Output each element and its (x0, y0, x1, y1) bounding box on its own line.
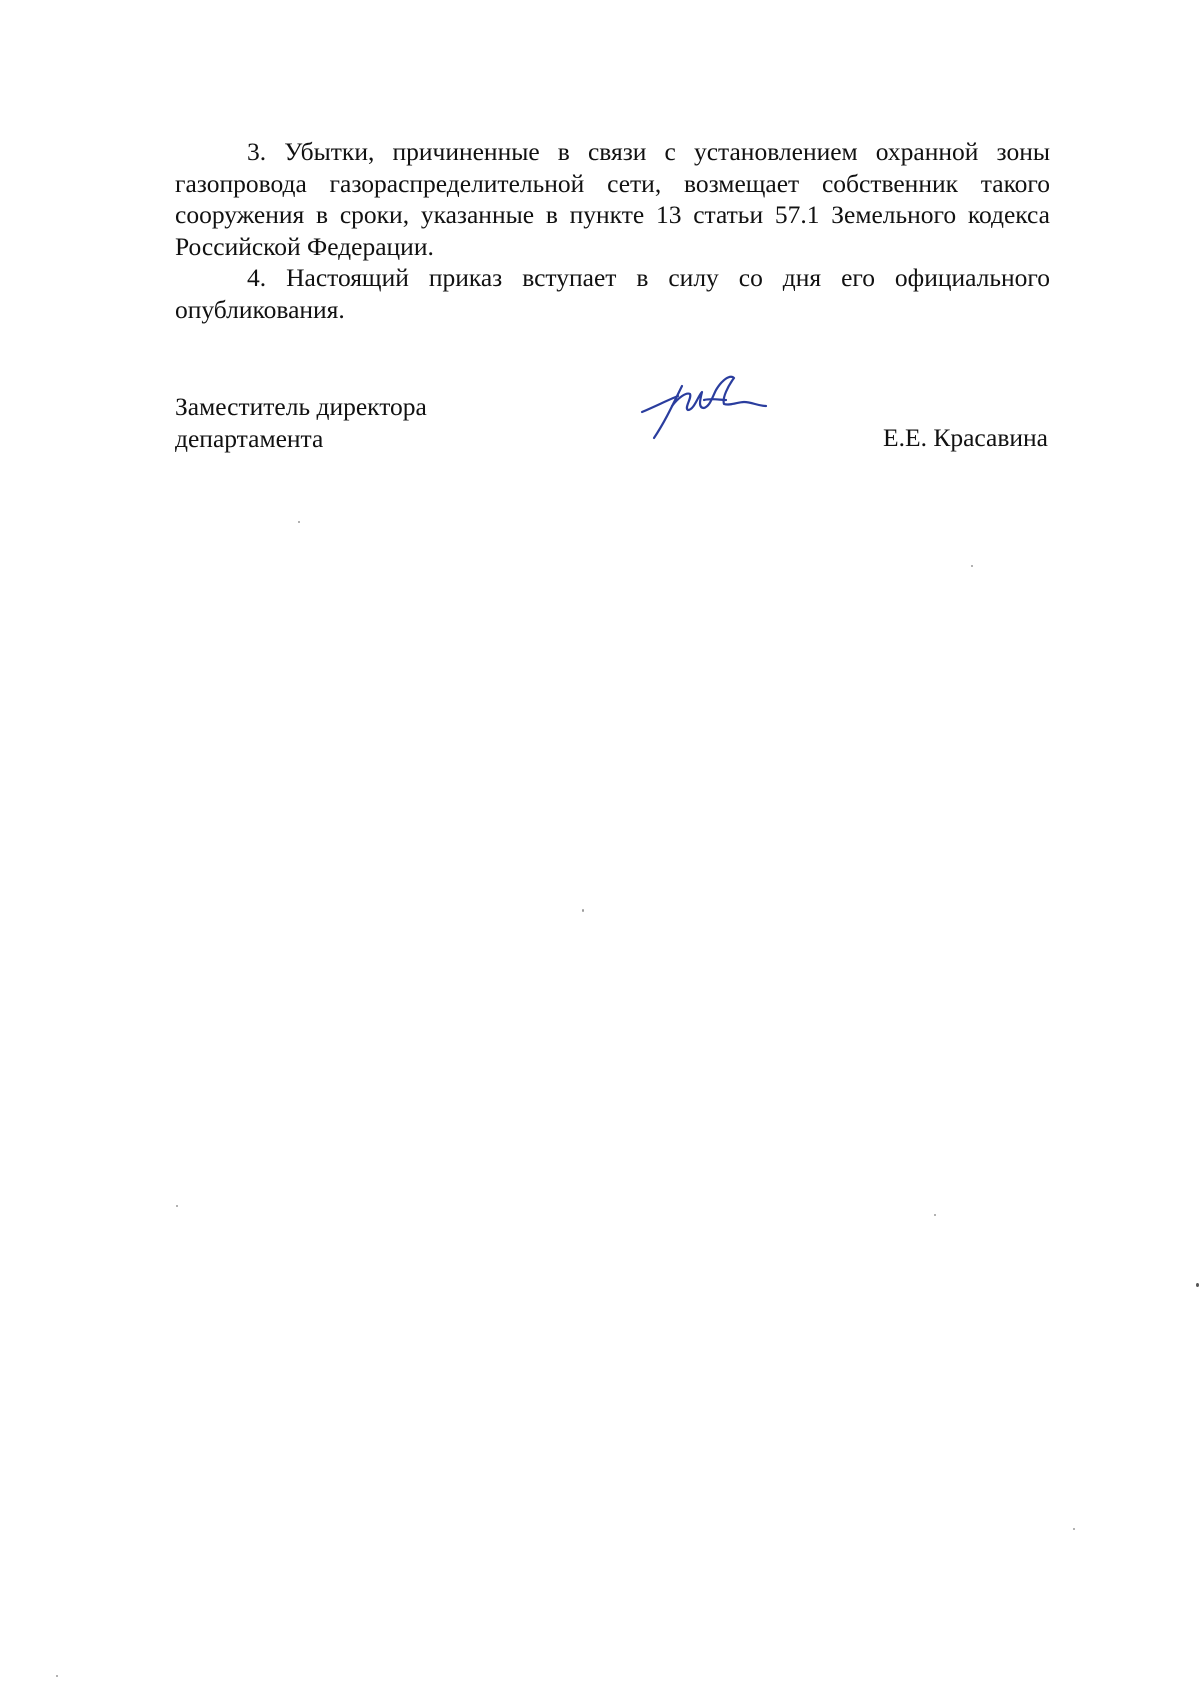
scan-speck (176, 1205, 178, 1207)
scan-speck (934, 1214, 936, 1216)
signatory-name: Е.Е. Красавина (883, 423, 1048, 452)
signatory-title (175, 391, 427, 454)
paragraph-4: 4. Настоящий приказ вступает в силу со дня его официального опубликования. (175, 263, 1050, 324)
signatory-title-line-2: департамента (175, 423, 324, 453)
scan-speck (582, 909, 584, 912)
signature-icon (638, 372, 768, 444)
document-body (175, 136, 1050, 325)
scan-speck (1073, 1528, 1075, 1530)
scan-speck (971, 565, 973, 567)
scan-speck (56, 1675, 58, 1677)
scan-speck (1196, 1283, 1199, 1287)
scan-speck (298, 521, 300, 523)
paragraph-3: 3. Убытки, причиненные в связи с установлением охранной зоны газопровода газораспределительной сети, возмещает собственник такого сооружения в сроки, указанные в пункте 13 статьи 57.1 Земельного кодекса Российской Федерации. (175, 137, 1050, 261)
signatory-title-line-1: Заместитель директора (175, 392, 427, 421)
